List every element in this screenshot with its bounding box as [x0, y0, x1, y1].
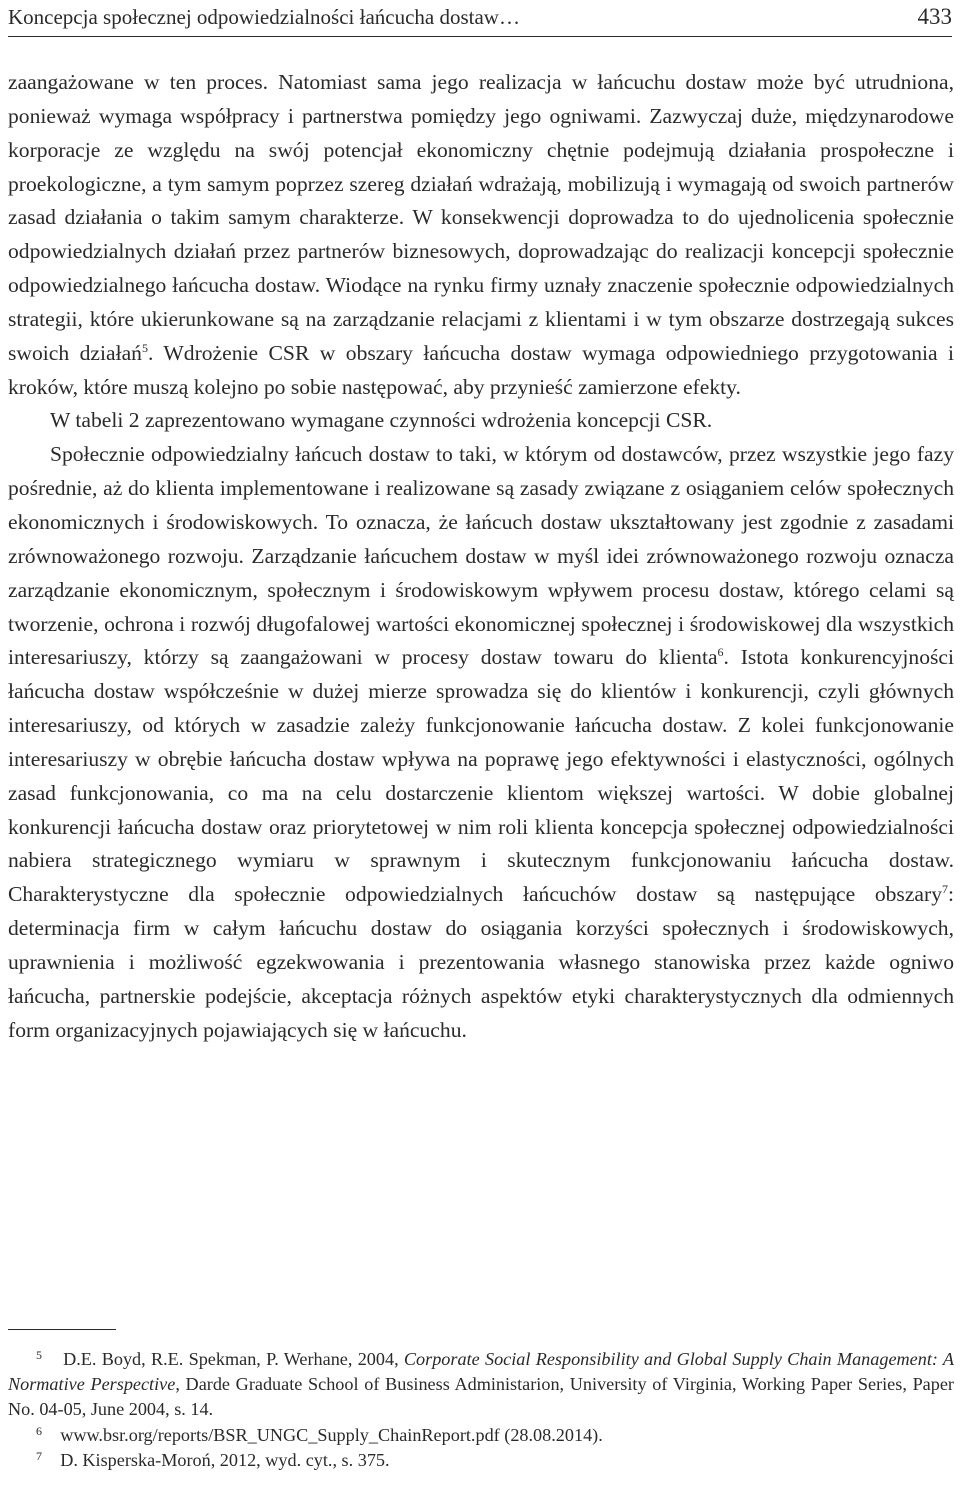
paragraph-1-text-b: . Wdrożenie CSR w obszary łańcucha dostaw wymaga odpowiedniego przygotowania i kroków, które muszą kolejno po sobie następować, aby przynieść zamierzone efekty. [8, 340, 955, 399]
footnote-link[interactable]: www.bsr.org/reports/BSR_UNGC_Supply_ChainReport.pdf (28.08.2014). [60, 1424, 603, 1445]
paragraph-1-text-a: zaangażowane w ten proces. Natomiast sama jego realizacja w łańcuchu dostaw może być utrudniona, ponieważ wymaga współpracy i partnerstwa pomiędzy jego ogniwami. Zazwyczaj duże, międzynarodowe korporacje ze względu na swój potencjał ekonomiczny chętnie podejmują działania prospołeczne i proekologiczne, a tym samym poprzez szereg działań wdrażają, mobilizują i wymagają od swoich partnerów zasad działania o takim samym charakterze. W konsekwencji doprowadza to do ujednolicenia społecznie odpowiedzialnych działań przez partnerów biznesowych, doprowadzając do realizacji koncepcji społecznie odpowiedzialnego łańcucha dostaw. Wiodące na rynku firmy uznały znaczenie społecznie odpowiedzialnych strategii, które ukierunkowane są na zarządzanie relacjami z klientami i w tym obszarze dostrzegają sukces swoich działań [8, 70, 954, 365]
footnotes [8, 1347, 954, 1473]
footnote-6 [8, 1423, 954, 1448]
running-title: Koncepcja społecznej odpowiedzialności łańcucha dostaw… [8, 5, 520, 29]
paragraph-2: W tabeli 2 zaprezentowano wymagane czynności wdrożenia koncepcji CSR. [50, 408, 713, 433]
footnote-number: 7 [36, 1448, 42, 1463]
paragraph-3-text-c: : determinacja firm w całym łańcuchu dostaw do osiągania korzyści społecznych i środowiskowych, uprawnienia i możliwość egzekwowania i prezentowania własnego stanowiska przez każde ogniwo łańcucha, partnerskie podejście, akceptacja różnych aspektów etyki charakterystycznych dla odmiennych form organizacyjnych pojawiających się w łańcuchu. [8, 882, 954, 1042]
footnote-ref-6[interactable]: 6 [717, 645, 724, 660]
page-number: 433 [917, 4, 952, 29]
footnote-text-tail: , Darde Graduate School of Business Administarion, University of Virginia, Working Paper Series, Paper No. 04-05, June 2004, s. 14. [8, 1374, 954, 1420]
paragraph-1 [8, 66, 954, 404]
footnote-text: D.E. Boyd, R.E. Spekman, P. Werhane, 2004, [63, 1349, 404, 1369]
footnote-number: 5 [36, 1348, 42, 1362]
paragraph-3-text-b: . Istota konkurencyjności łańcucha dostaw współcześnie w dużej mierze sprowadza się do klientów i konkurencji, czyli głównych interesariuszy, od których w zasadzie zależy funkcjonowanie łańcucha dostaw. Z kolei funkcjonowanie interesariuszy w obrębie łańcucha dostaw wpływa na poprawę jego efektywności i elastyczności, ogólnych zasad funkcjonowania, co ma na celu dostarczenie klientom większej wartości. W dobie globalnej konkurencji łańcucha dostaw oraz priorytetowej w nim roli klienta koncepcja społecznej odpowiedzialności nabiera strategicznego wymiaru w sprawnym i skutecznym funkcjonowaniu łańcucha dostaw. Charakterystyczne dla społecznie odpowiedzialnych łańcuchów dostaw są następujące obszary [8, 645, 954, 907]
running-header [8, 2, 952, 37]
footnote-text: D. Kisperska-Moroń, 2012, wyd. cyt., s. 375. [60, 1449, 390, 1470]
paragraph-3-text-a: Społecznie odpowiedzialny łańcuch dostaw to taki, w którym od dostawców, przez wszystkie jego fazy pośrednie, aż do klienta implementowane i realizowane są zasady związane z osiąganiem celów społecznych ekonomicznych i środowiskowych. To oznacza, że łańcuch dostaw ukształtowany jest zgodnie z zasadami zrównoważonego rozwoju. Zarządzanie łańcuchem dostaw w myśl idei zrównoważonego rozwoju oznacza zarządzanie ekonomicznym, społecznym i środowiskowym wpływem procesu dostaw, którego celami są tworzenie, ochrona i rozwój długofalowej wartości ekonomicznej społecznej i środowiskowej dla wszystkich interesariuszy, którzy są zaangażowani w procesy dostaw towaru do klienta [8, 442, 954, 670]
footnote-7 [8, 1448, 954, 1473]
footnote-separator [8, 1329, 116, 1330]
footnote-ref-7[interactable]: 7 [942, 882, 948, 897]
footnote-title-italic: Corporate Social Responsibility and Global Supply Chain Management: A Normative Perspective [8, 1349, 954, 1395]
footnote-number: 6 [36, 1423, 42, 1438]
paragraph-3 [8, 438, 954, 1047]
footnote-5 [8, 1347, 954, 1423]
footnote-ref-5[interactable]: 5 [141, 340, 148, 355]
body-text [8, 66, 954, 1047]
